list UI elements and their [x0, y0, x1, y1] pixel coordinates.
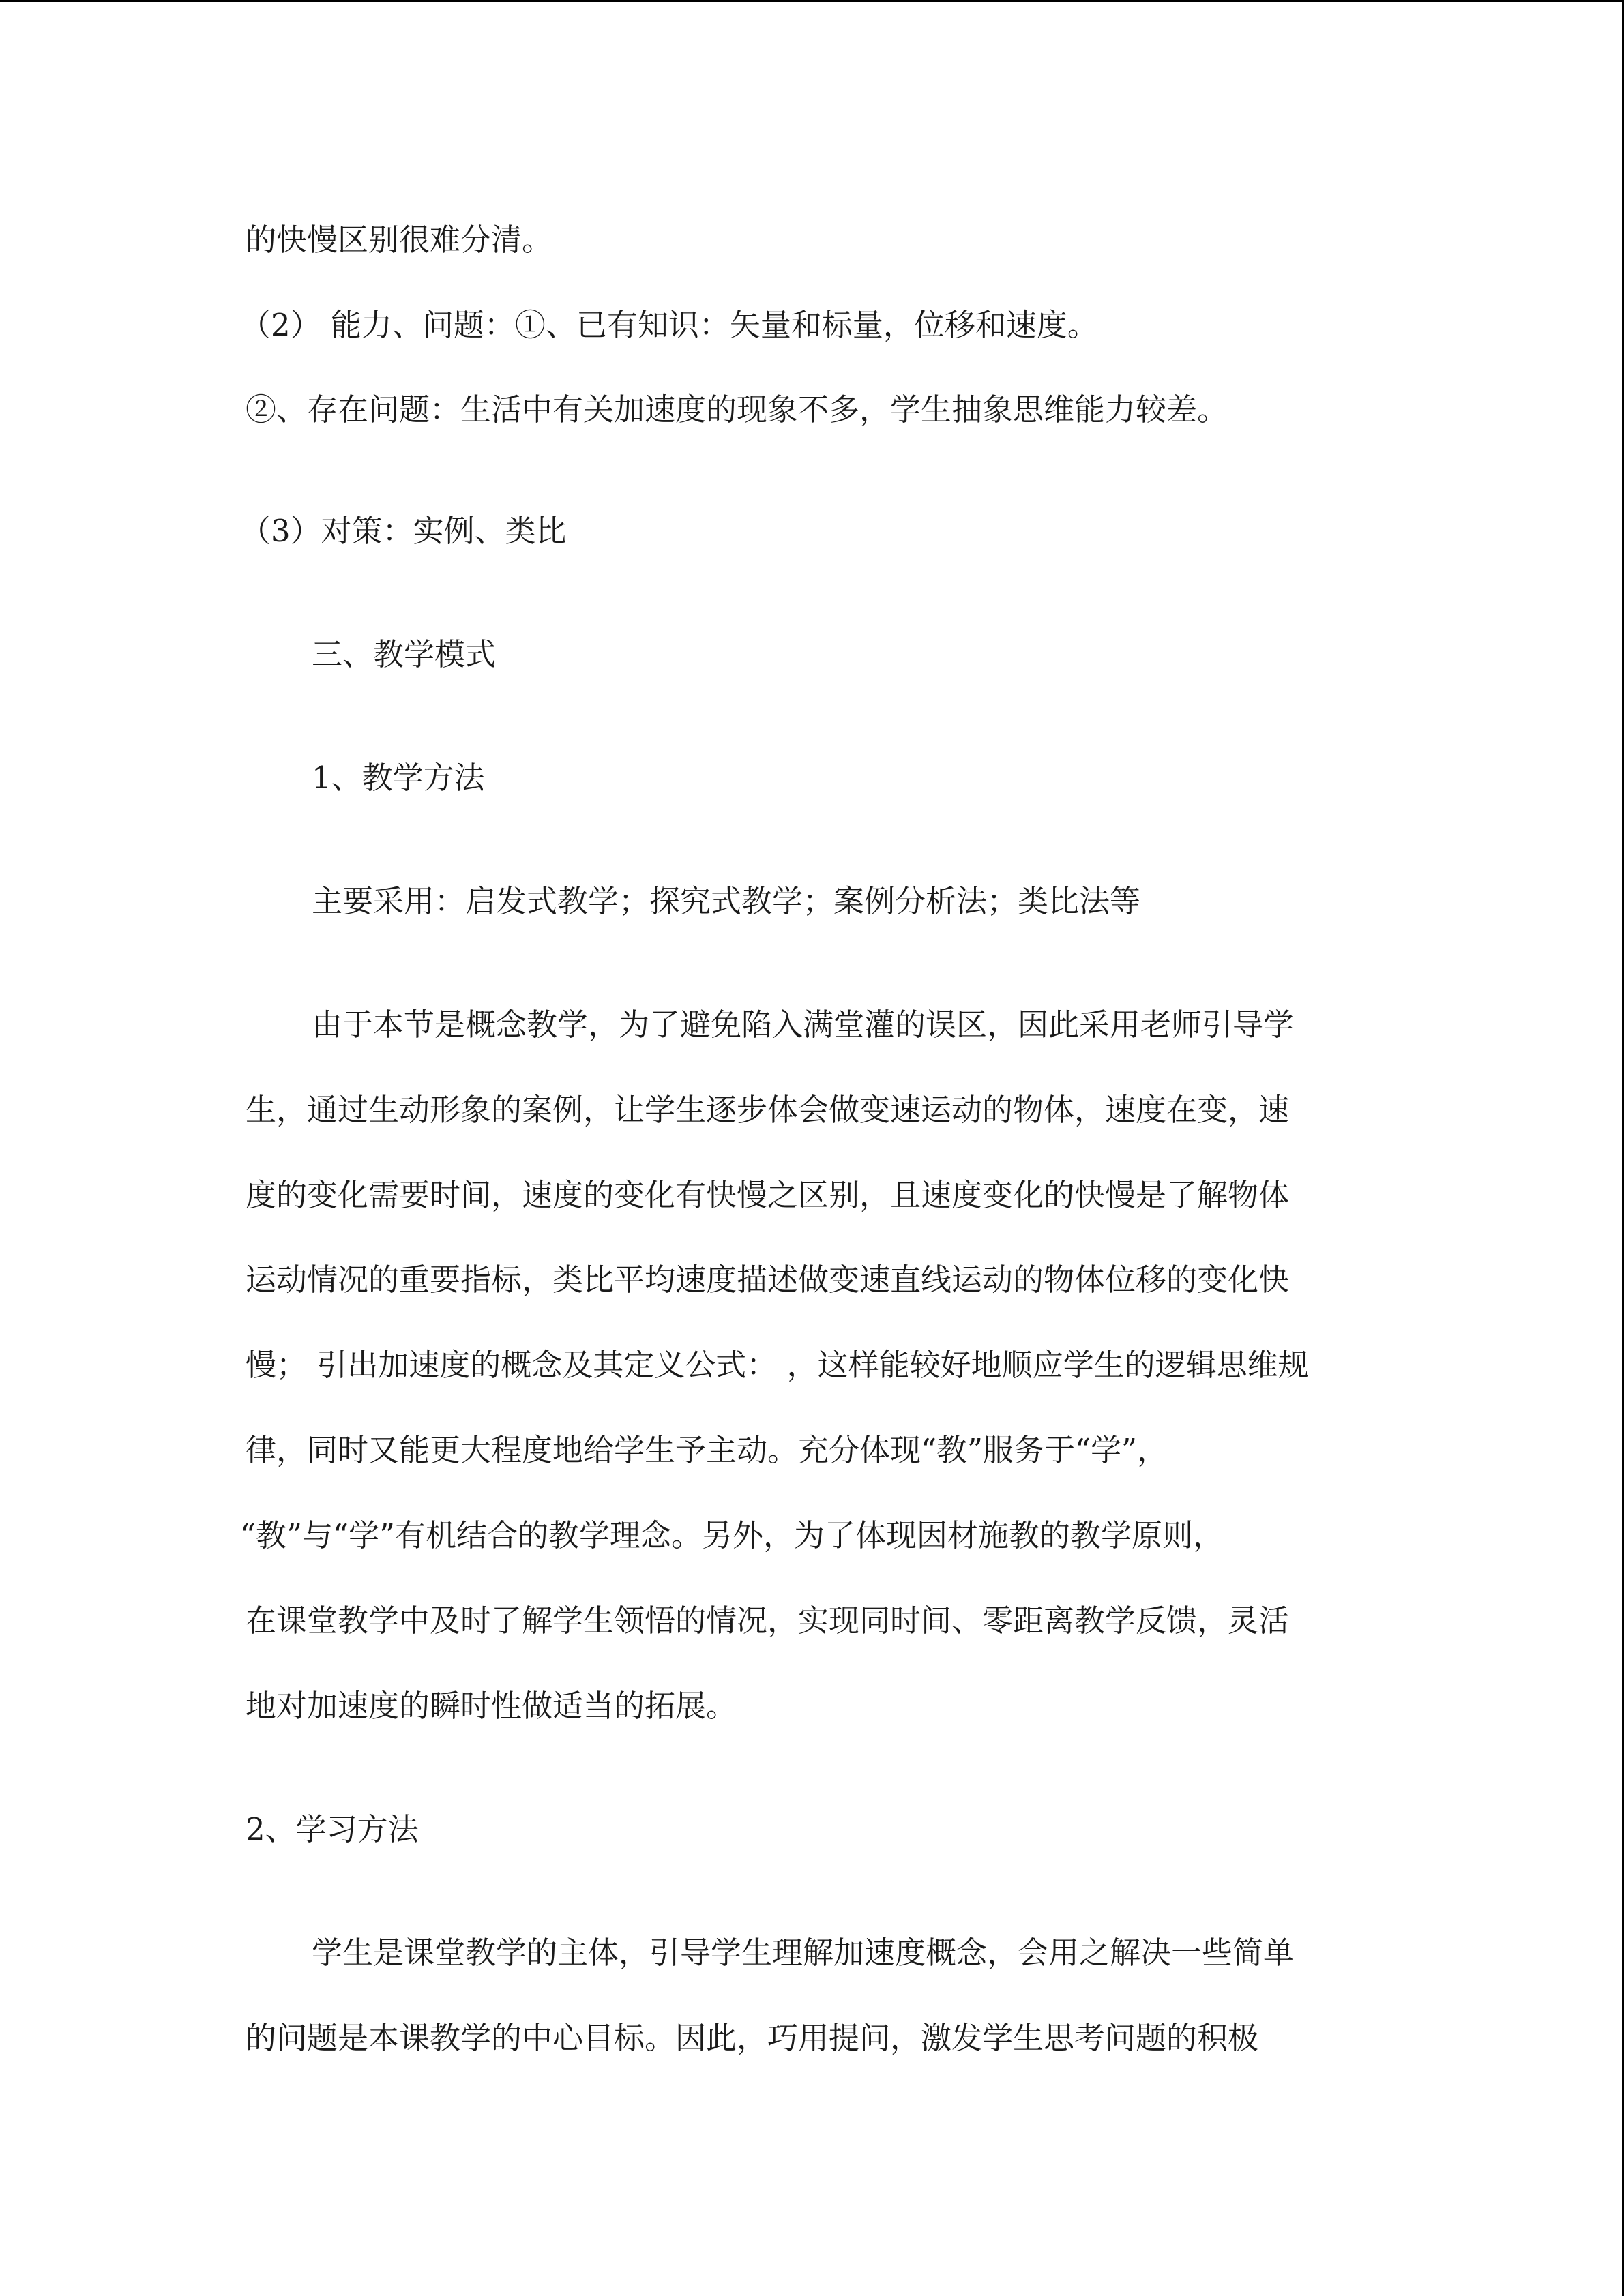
- text-line-16: 地对加速度的瞬时性做适当的拓展。: [246, 1688, 737, 1724]
- text-line-4: （3）对策：实例、类比: [240, 513, 567, 549]
- subsection-heading-1: 1、教学方法: [312, 760, 485, 796]
- text-line-11: 运动情况的重要指标，类比平均速度描述做变速直线运动的物体位移的变化快: [246, 1262, 1290, 1298]
- text-line-14: “教”与“学”有机结合的教学理念。另外，为了体现因材施教的教学原则，: [240, 1517, 1224, 1553]
- text-line-9: 生，通过生动形象的案例，让学生逐步体会做变速运动的物体，速度在变，速: [246, 1092, 1290, 1128]
- page-border-top: [0, 0, 1624, 2]
- section-heading: 三、教学模式: [312, 636, 497, 672]
- text-line-18: 学生是课堂教学的主体，引导学生理解加速度概念，会用之解决一些简单: [312, 1935, 1295, 1971]
- text-line-3: ②、存在问题：生活中有关加速度的现象不多，学生抽象思维能力较差。: [246, 391, 1228, 428]
- text-line-13: 律，同时又能更大程度地给学生予主动。充分体现“教”服务于“学”，: [246, 1432, 1168, 1468]
- text-line-8: 由于本节是概念教学，为了避免陷入满堂灌的误区，因此采用老师引导学: [312, 1007, 1295, 1043]
- text-line-15: 在课堂教学中及时了解学生领悟的情况，实现同时间、零距离教学反馈，灵活: [246, 1602, 1290, 1639]
- subsection-heading-2: 2、学习方法: [246, 1811, 419, 1847]
- text-line-2: （2） 能力、问题：①、已有知识：矢量和标量，位移和速度。: [240, 307, 1098, 343]
- text-line-10: 度的变化需要时间，速度的变化有快慢之区别，且速度变化的快慢是了解物体: [246, 1177, 1290, 1213]
- text-line-12: 慢； 引出加速度的概念及其定义公式： ，这样能较好地顺应学生的逻辑思维规: [246, 1347, 1309, 1383]
- text-line-1: 的快慢区别很难分清。: [246, 222, 553, 258]
- text-line-7: 主要采用：启发式教学；探究式教学；案例分析法；类比法等: [312, 883, 1141, 919]
- text-line-19: 的问题是本课教学的中心目标。因此，巧用提问，激发学生思考问题的积极: [246, 2020, 1259, 2056]
